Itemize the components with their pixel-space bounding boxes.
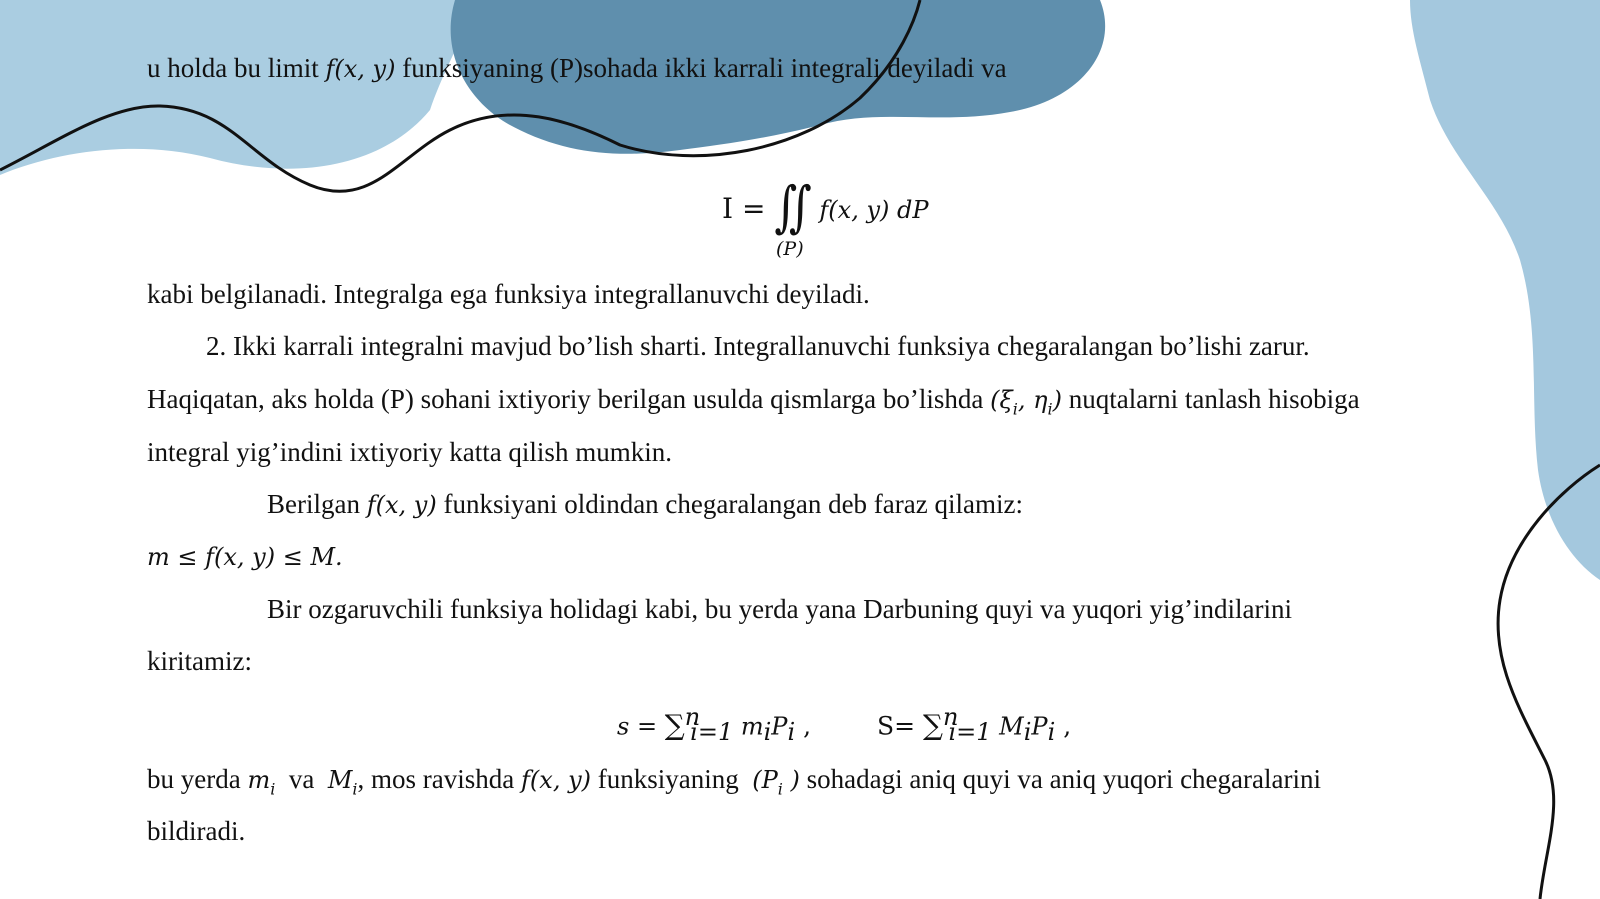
double-integral-equation (722, 175, 929, 260)
eq-subscript: i (1023, 718, 1032, 747)
text-span: va (275, 764, 328, 794)
double-integral-sign: ∬ (774, 175, 812, 240)
math-subscript: i (352, 779, 358, 799)
paragraph-line-5: integral yig’indini ixtiyoriy katta qilish mumkin. (147, 437, 672, 467)
math-paren: ) (782, 766, 800, 794)
paragraph-line-9: kiritamiz: (147, 646, 252, 676)
math-xi: (ξ (990, 386, 1013, 414)
text-span: Haqiqatan, aks holda (P) sohani ixtiyoriy berilgan usulda qismlarga bo’lishda (147, 384, 991, 414)
paragraph-line-4 (147, 383, 1360, 425)
math-paren: ) (1052, 386, 1062, 414)
math-fxy: f(x, y) (325, 55, 396, 83)
light-blue-blob-right (1410, 0, 1600, 580)
sum-lower-limit: i=1 (690, 718, 734, 747)
light-blue-blob-top-left (0, 0, 480, 175)
paragraph-line-2: kabi belgilanadi. Integralga ega funksiya integrallanuvchi deyiladi. (147, 279, 870, 309)
paragraph-line-10 (147, 763, 1321, 805)
sigma-sign: ∑ (922, 708, 943, 742)
math-subscript: i (1012, 399, 1018, 419)
math-subscript: i (1047, 399, 1053, 419)
math-fxy: f(x, y) (521, 766, 591, 794)
sum-upper-limit: n (942, 703, 959, 731)
eq-comma: , (795, 711, 812, 741)
sigma-sign: ∑ (664, 708, 685, 742)
math-eta: , η (1017, 386, 1048, 414)
math-M: M (327, 766, 353, 794)
text-span: sohadagi aniq quyi va aniq yuqori chegaralarini (799, 764, 1321, 794)
text-span: u holda bu limit (147, 53, 326, 83)
sum-upper-limit: n (684, 703, 701, 731)
eq-subscript: i (787, 718, 796, 747)
eq-term: m (733, 712, 764, 741)
paragraph-line-6 (267, 488, 1023, 521)
eq-s-lhs: s = (617, 712, 665, 741)
math-subscript: i (270, 779, 276, 799)
paragraph-line-8: Bir ozgaruvchili funksiya holidagi kabi, bu yerda yana Darbuning quyi va yuqori yig’indilarini (267, 594, 1293, 624)
text-span: funksiyani oldindan chegaralangan deb faraz qilamiz: (436, 489, 1023, 519)
eq-S-lhs: S= (876, 711, 923, 741)
eq-region-subscript: (P) (776, 238, 804, 260)
eq-integrand: f(x, y) dP (811, 196, 929, 224)
math-fxy: f(x, y) (366, 491, 437, 519)
paragraph-line-3: 2. Ikki karrali integralni mavjud bo’lish sharti. Integrallanuvchi funksiya chegaralangan bo’lishi zarur. (206, 331, 1310, 361)
eq-lhs: I = (722, 192, 775, 225)
text-span: , mos ravishda (357, 764, 522, 794)
eq-comma: , (1055, 711, 1072, 741)
eq-subscript: i (763, 718, 772, 747)
math-m: m (247, 766, 271, 794)
math-P: (P (752, 766, 778, 794)
text-span: funksiyaning (P)sohada ikki karrali integrali deyiladi va (395, 53, 1007, 83)
paragraph-line-11: bildiradi. (147, 816, 246, 846)
sum-lower-limit: i=1 (948, 718, 992, 747)
paragraph-line-1 (147, 52, 1007, 85)
eq-term: P (771, 712, 788, 741)
text-span: Berilgan (267, 489, 367, 519)
text-span: nuqtalarni tanlash hisobiga (1061, 384, 1360, 414)
eq-subscript: i (1047, 718, 1056, 747)
eq-term: M (991, 712, 1024, 741)
text-span: bu yerda (147, 764, 248, 794)
darboux-sums-equation (617, 703, 1071, 746)
math-inequality: m ≤ f(x, y) ≤ M. (147, 543, 343, 571)
math-subscript: i (777, 779, 783, 799)
inequality-line (147, 540, 343, 573)
text-span: funksiyaning (591, 764, 753, 794)
eq-term: P (1031, 712, 1048, 741)
